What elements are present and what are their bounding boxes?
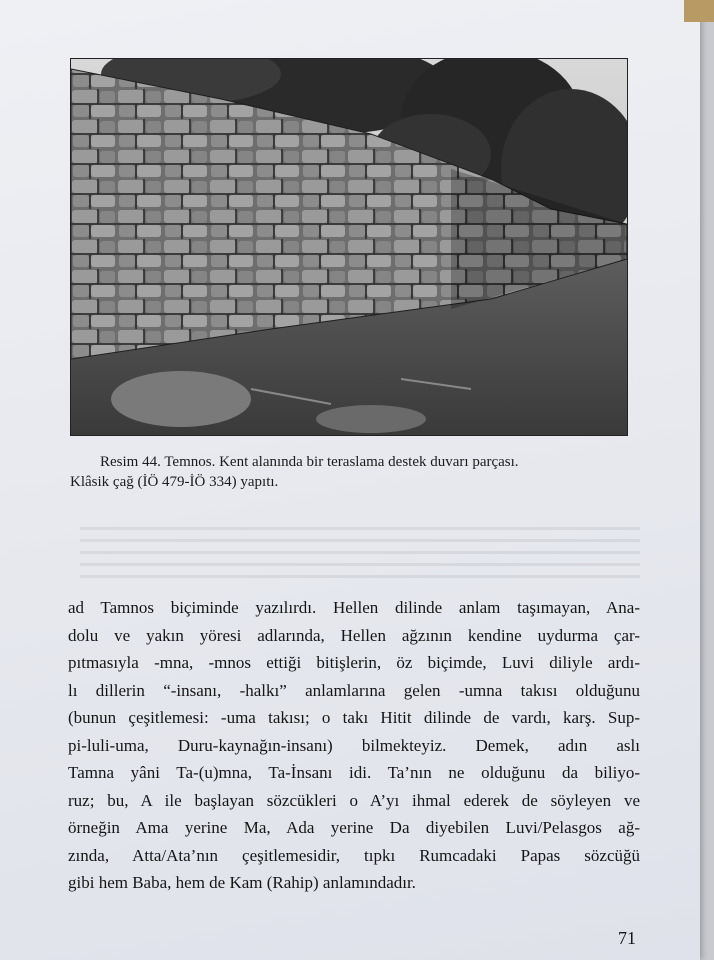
text-line: dolu ve yakın yöresi adlarında, Hellen ağzının kendine uydurma çar- — [68, 625, 640, 645]
text-line: pi-luli-uma, Duru-kaynağın-insanı) bilmekteyiz. Demek, adın aslı — [68, 735, 640, 755]
text-line: zında, Atta/Ata’nın çeşitlemesidir, tıpkı Rumcadaki Papas sözcüğü — [68, 845, 640, 865]
text-line: gibi hem Baba, hem de Kam (Rahip) anlamındadır. — [68, 873, 416, 892]
text-line: (bunun çeşitlemesi: -uma takısı; o takı Hitit dilinde de vardı, karş. Sup- — [68, 708, 640, 727]
text-line: Tamna yâni Ta-(u)mna, Ta-İnsanı idi. Ta’nın ne olduğunu da biliyo- — [68, 763, 640, 782]
bleed-through-shadow — [80, 518, 640, 588]
text-line: ad Tamnos biçiminde yazılırdı. Hellen dilinde anlam taşımayan, Ana- — [68, 598, 640, 617]
text-line: lı dillerin “-insanı, -halkı” anlamlarına gelen -umna takısı olduğunu — [68, 680, 640, 700]
desk-corner — [684, 0, 714, 22]
body-paragraph — [68, 594, 640, 897]
text-line: ruz; bu, A ile başlayan sözcükleri o A’yı ihmal ederek de söyleyen ve — [68, 790, 640, 810]
figure-caption — [70, 452, 660, 492]
text-line: pıtmasıyla -mna, -mnos ettiği bitişlerin, öz biçimde, Luvi diliyle ardı- — [68, 653, 640, 672]
stone-terrace-wall-photo — [70, 58, 628, 436]
caption-line: Klâsik çağ (İÖ 479-İÖ 334) yapıtı. — [70, 474, 279, 490]
caption-line: Resim 44. Temnos. Kent alanında bir teraslama destek duvarı parçası. — [100, 454, 519, 470]
page-number: 71 — [618, 928, 636, 948]
text-line: örneğin Ama yerine Ma, Ada yerine Da diyebilen Luvi/Pelasgos ağ- — [68, 818, 640, 837]
